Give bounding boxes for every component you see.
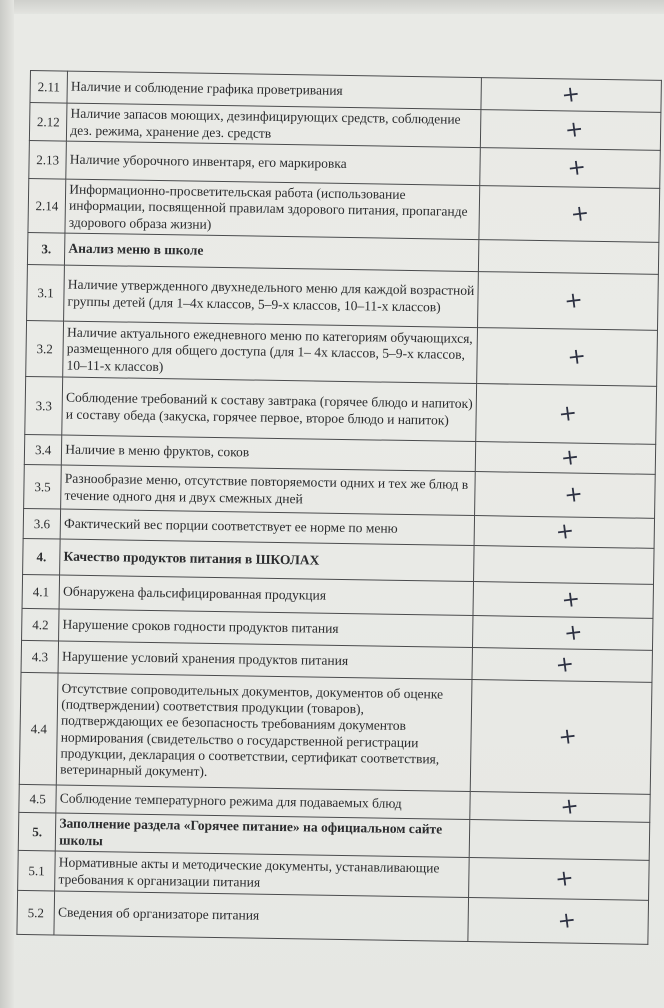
handwritten-plus-mark: + bbox=[568, 200, 591, 228]
item-number: 2.11 bbox=[30, 71, 68, 104]
check-mark-cell bbox=[470, 792, 651, 823]
item-description: Наличие запасов моющих, дезинфицирующих средств, соблюдение дез. режима, хранение дез. средств bbox=[67, 103, 481, 147]
handwritten-plus-mark: + bbox=[559, 793, 581, 821]
check-mark-cell bbox=[481, 78, 662, 113]
item-number: 3. bbox=[27, 232, 65, 265]
item-description: Фактический вес порции соответствует ее норме по меню bbox=[60, 509, 474, 545]
check-mark-cell bbox=[472, 616, 653, 651]
table-row bbox=[17, 890, 649, 944]
handwritten-plus-mark: + bbox=[566, 154, 588, 182]
handwritten-plus-mark: + bbox=[559, 586, 582, 614]
table-row bbox=[19, 672, 652, 794]
table-row bbox=[25, 376, 657, 444]
item-description: Соблюдение требований к составу завтрака (горячее блюдо и напиток) и составу обеда (закуска, горячее первое, второе блюдо и напиток) bbox=[62, 377, 476, 441]
handwritten-plus-mark: + bbox=[556, 907, 578, 935]
table-row bbox=[28, 178, 660, 242]
check-mark-cell bbox=[468, 857, 649, 900]
item-description: Отсутствие сопроводительных документов, документов об оценке (подтверждении) соответствия продукции (товаров), подтверждающих ее безопасность требованиям документов нормирования (свидетельство о государственной регистрации продукции, декларация о соответствии, сертификат соответствия, ветеринарный документ). bbox=[57, 673, 472, 791]
item-number: 4.1 bbox=[22, 574, 60, 609]
table-row bbox=[27, 264, 659, 330]
item-number: 3.2 bbox=[26, 320, 64, 377]
item-description: Информационно-просветительская работа (использование информации, посвященной правилам здорового питания, пропаганде здорового образа жизни) bbox=[65, 179, 479, 239]
section-title: Заполнение раздела «Горячее питание» на официальном сайте школы bbox=[55, 813, 469, 857]
check-mark-cell bbox=[476, 328, 657, 387]
handwritten-plus-mark: + bbox=[560, 80, 582, 109]
item-description: Наличие утвержденного двухнедельного меню для каждой возрастной группы детей (для 1–4х классов, 5–9-х классов, 10–11-х классов) bbox=[64, 265, 478, 327]
item-number: 2.13 bbox=[29, 140, 67, 179]
page-fold-shadow bbox=[0, 0, 14, 1008]
check-mark-cell bbox=[473, 582, 654, 619]
item-number: 3.1 bbox=[27, 264, 65, 321]
handwritten-plus-mark: + bbox=[554, 650, 576, 679]
check-mark-cell bbox=[468, 897, 649, 944]
item-description: Наличие уборочного инвентаря, его маркировка bbox=[66, 141, 480, 185]
item-description: Сведения об организаторе питания bbox=[54, 891, 468, 941]
handwritten-plus-mark: + bbox=[562, 481, 584, 509]
handwritten-plus-mark: + bbox=[553, 517, 576, 546]
check-mark-cell bbox=[474, 472, 655, 519]
check-mark-cell bbox=[470, 680, 652, 795]
item-description: Нарушение условий хранения продуктов питания bbox=[58, 641, 472, 679]
item-number: 4.5 bbox=[19, 784, 57, 813]
check-mark-cell bbox=[478, 240, 659, 275]
check-mark-cell bbox=[474, 516, 655, 549]
item-description: Разнообразие меню, отсутствие повторяемости одних и тех же блюд в течение одного дня и двух смежных дней bbox=[61, 465, 475, 515]
item-description: Обнаружена фальсифицированная продукция bbox=[59, 575, 473, 615]
item-number: 2.14 bbox=[28, 178, 66, 233]
check-mark-cell bbox=[476, 384, 657, 445]
page-top-edge bbox=[0, 0, 664, 14]
checklist-rows bbox=[17, 71, 661, 945]
handwritten-plus-mark: + bbox=[565, 343, 588, 371]
handwritten-plus-mark: + bbox=[562, 619, 585, 647]
handwritten-plus-mark: + bbox=[559, 443, 582, 472]
item-description: Соблюдение температурного режима для подаваемых блюд bbox=[56, 785, 470, 819]
item-number: 5.2 bbox=[17, 890, 55, 935]
item-number: 4.4 bbox=[19, 672, 58, 785]
item-number: 5.1 bbox=[18, 850, 56, 891]
item-description: Наличие в меню фруктов, соков bbox=[62, 435, 476, 471]
item-description: Наличие актуального ежедневного меню по категориям обучающихся, размещенного для общего доступа (для 1– 4х классов, 5–9-х классов, 10–11-х классов) bbox=[63, 321, 477, 383]
section-title: Качество продуктов питания в ШКОЛАХ bbox=[60, 539, 474, 581]
item-number: 4. bbox=[23, 538, 61, 575]
handwritten-plus-mark: + bbox=[553, 864, 575, 893]
item-number: 2.12 bbox=[29, 103, 67, 142]
item-number: 5. bbox=[18, 812, 56, 851]
check-mark-cell bbox=[472, 648, 653, 683]
item-description: Наличие и соблюдение графика проветривания bbox=[67, 71, 481, 109]
check-mark-cell bbox=[479, 186, 660, 243]
table-row bbox=[26, 320, 658, 386]
handwritten-plus-mark: + bbox=[563, 116, 585, 144]
item-description: Нарушение сроков годности продуктов питания bbox=[59, 609, 473, 647]
check-mark-cell bbox=[480, 148, 661, 189]
item-number: 4.2 bbox=[22, 608, 60, 641]
checklist-table bbox=[16, 70, 662, 945]
item-number: 3.4 bbox=[24, 434, 62, 465]
item-number: 3.5 bbox=[24, 464, 62, 509]
check-mark-cell bbox=[475, 442, 656, 475]
check-mark-cell bbox=[477, 272, 658, 331]
handwritten-plus-mark: + bbox=[556, 722, 579, 751]
handwritten-plus-mark: + bbox=[563, 287, 585, 315]
check-mark-cell bbox=[480, 110, 661, 151]
item-number: 4.3 bbox=[21, 640, 59, 673]
check-mark-cell bbox=[473, 546, 654, 585]
item-description: Нормативные акты и методические документы, устанавливающие требования к организации питания bbox=[55, 851, 469, 897]
item-number: 3.6 bbox=[23, 508, 61, 539]
item-number: 3.3 bbox=[25, 376, 63, 435]
check-mark-cell bbox=[469, 819, 650, 860]
handwritten-plus-mark: + bbox=[556, 399, 579, 428]
section-title: Анализ меню в школе bbox=[65, 233, 479, 271]
